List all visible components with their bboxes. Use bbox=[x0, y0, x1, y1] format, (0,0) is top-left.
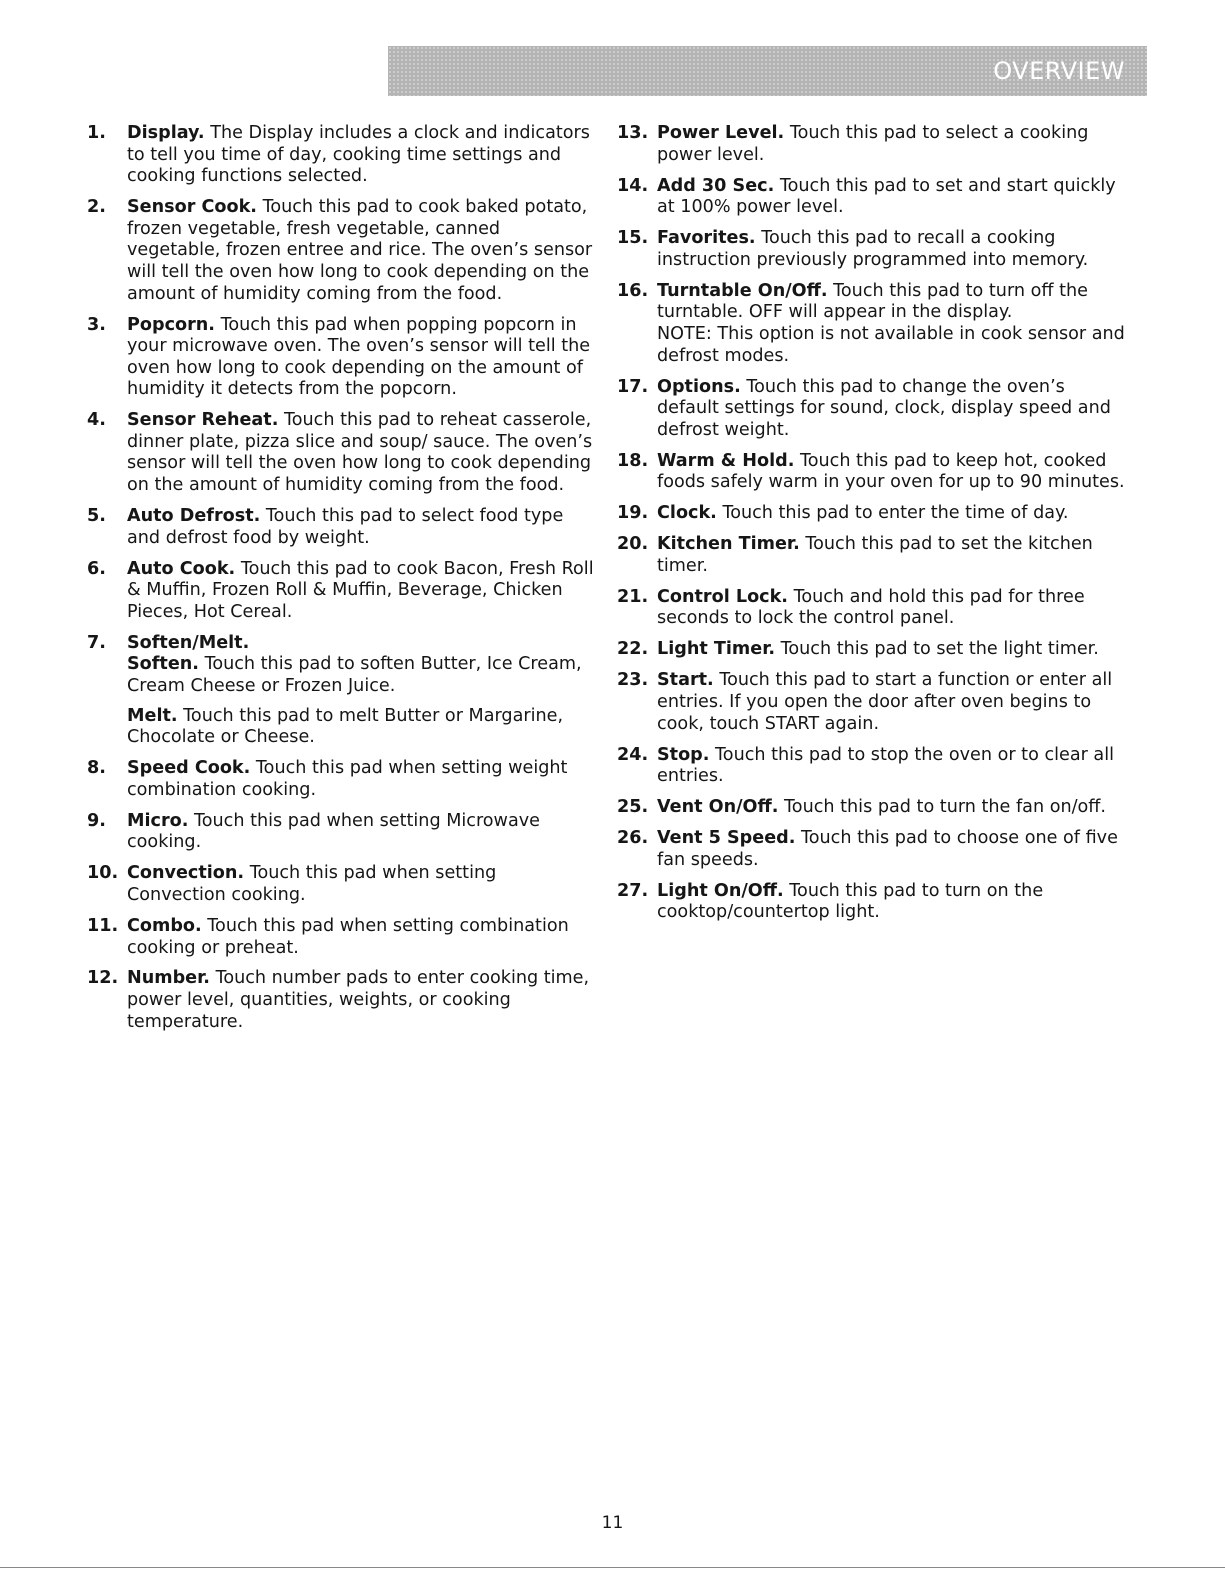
item-title: Options. bbox=[657, 376, 741, 397]
item-text: Touch this pad to set and start quickly at 100% power level. bbox=[657, 175, 1116, 218]
item-number: 13. bbox=[617, 123, 649, 143]
item-text: The Display includes a clock and indicators to tell you time of day, cooking time settings and cooking functions selected. bbox=[127, 123, 590, 187]
item-text: Touch this pad to set the light timer. bbox=[780, 639, 1099, 660]
item-text: Touch this pad to start a function or enter all entries. If you open the door after oven begins to cook, touch START again. bbox=[657, 670, 1113, 734]
list-item bbox=[617, 377, 1127, 442]
list-item bbox=[617, 176, 1127, 219]
item-title: Micro. bbox=[127, 810, 189, 831]
list-item bbox=[617, 797, 1127, 819]
list-item bbox=[87, 633, 595, 749]
item-title: Warm & Hold. bbox=[657, 450, 795, 471]
item-number: 22. bbox=[617, 639, 649, 660]
item-text: Touch this pad when popping popcorn in your microwave oven. The oven’s sensor will tell the oven how long to cook depending on the amount of humidity it detects from the popcorn. bbox=[127, 314, 591, 400]
item-text: Touch this pad when setting Microwave cooking. bbox=[127, 810, 540, 853]
item-title: Favorites. bbox=[657, 228, 756, 249]
list-item bbox=[617, 281, 1127, 367]
item-title: Speed Cook. bbox=[127, 758, 251, 779]
item-number: 4. bbox=[87, 410, 106, 431]
item-title: Start. bbox=[657, 670, 714, 691]
list-item bbox=[617, 639, 1127, 661]
item-number: 10. bbox=[87, 863, 119, 884]
item-number: 19. bbox=[617, 503, 649, 524]
list-item bbox=[617, 881, 1127, 924]
list-item bbox=[87, 506, 595, 549]
item-text: Touch this pad to cook baked potato, frozen vegetable, fresh vegetable, canned vegetable, frozen entree and rice. The oven’s sensor will tell the oven how long to cook depending on the amount of humidity coming from the food. bbox=[127, 197, 593, 304]
soften-subitem bbox=[127, 654, 595, 697]
melt-text: Touch this pad to melt Butter or Margarine, Chocolate or Cheese. bbox=[127, 705, 564, 748]
item-text: Touch this pad to select a cooking power level. bbox=[657, 123, 1089, 165]
list-item bbox=[87, 916, 595, 959]
list-item bbox=[617, 745, 1127, 788]
list-item bbox=[87, 559, 595, 624]
item-text: Touch this pad to reheat casserole, dinner plate, pizza slice and soup/ sauce. The oven’s sensor will tell the oven how long to cook depending on the amount of humidity coming from the food. bbox=[127, 410, 593, 496]
item-text: Touch this pad to keep hot, cooked foods safely warm in your oven for up to 90 minutes. bbox=[657, 450, 1125, 493]
list-item bbox=[617, 828, 1127, 871]
item-number: 2. bbox=[87, 197, 106, 218]
item-title: Turntable On/Off. bbox=[657, 280, 828, 301]
item-number: 8. bbox=[87, 758, 106, 779]
item-number: 6. bbox=[87, 558, 106, 579]
item-number: 17. bbox=[617, 376, 649, 397]
item-text: Touch number pads to enter cooking time, power level, quantities, weights, or cooking temperature. bbox=[127, 968, 590, 1032]
item-number: 26. bbox=[617, 828, 649, 849]
melt-subitem bbox=[127, 706, 595, 749]
item-number: 18. bbox=[617, 450, 649, 471]
list-item bbox=[87, 197, 595, 305]
item-title: Auto Defrost. bbox=[127, 506, 261, 527]
item-number: 11. bbox=[87, 915, 119, 936]
item-text: Touch this pad to recall a cooking instruction previously programmed into memory. bbox=[657, 228, 1089, 270]
item-text: Touch this pad to select food type and defrost food by weight. bbox=[127, 506, 564, 548]
item-title: Popcorn. bbox=[127, 314, 215, 335]
list-item bbox=[617, 123, 1127, 166]
item-title: Display. bbox=[127, 123, 205, 143]
item-text: Touch this pad to turn the fan on/off. bbox=[784, 797, 1107, 818]
item-number: 23. bbox=[617, 670, 649, 691]
item-number: 9. bbox=[87, 810, 106, 831]
melt-title: Melt. bbox=[127, 705, 178, 726]
item-text: Touch this pad to turn off the turntable. OFF will appear in the display. bbox=[657, 280, 1088, 323]
list-item bbox=[617, 451, 1127, 494]
item-text: Touch this pad to turn on the cooktop/countertop light. bbox=[657, 880, 1044, 923]
page-number: 11 bbox=[601, 1513, 624, 1533]
item-title: Control Lock. bbox=[657, 586, 788, 607]
item-number: 12. bbox=[87, 968, 119, 989]
item-title: Combo. bbox=[127, 915, 202, 936]
item-title: Stop. bbox=[657, 744, 710, 765]
soften-text: Touch this pad to soften Butter, Ice Cream, Cream Cheese or Frozen Juice. bbox=[127, 654, 582, 696]
item-text: Touch this pad when setting weight combination cooking. bbox=[127, 758, 568, 800]
item-title: Clock. bbox=[657, 503, 717, 524]
list-item bbox=[617, 503, 1127, 525]
item-number: 24. bbox=[617, 744, 649, 765]
list-item bbox=[87, 758, 595, 801]
item-title: Sensor Cook. bbox=[127, 197, 257, 218]
item-number: 3. bbox=[87, 314, 106, 335]
item-title: Kitchen Timer. bbox=[657, 534, 800, 555]
item-number: 16. bbox=[617, 280, 649, 301]
item-title: Vent On/Off. bbox=[657, 797, 779, 818]
item-text: Touch and hold this pad for three seconds to lock the control panel. bbox=[657, 586, 1085, 629]
item-number: 15. bbox=[617, 228, 649, 249]
item-note: NOTE: This option is not available in cook sensor and defrost modes. bbox=[657, 323, 1125, 366]
item-number: 7. bbox=[87, 632, 106, 653]
item-title: Add 30 Sec. bbox=[657, 175, 775, 196]
list-item bbox=[87, 811, 595, 854]
item-title: Convection. bbox=[127, 863, 245, 884]
item-title: Power Level. bbox=[657, 123, 785, 143]
item-title: Soften/Melt. bbox=[127, 632, 250, 653]
item-number: 14. bbox=[617, 175, 649, 196]
item-number: 27. bbox=[617, 880, 649, 901]
list-item bbox=[617, 534, 1127, 577]
item-title: Vent 5 Speed. bbox=[657, 828, 796, 849]
list-item bbox=[617, 228, 1127, 271]
list-item bbox=[87, 410, 595, 496]
item-number: 25. bbox=[617, 797, 649, 818]
soften-title: Soften. bbox=[127, 654, 199, 675]
item-text: Touch this pad when setting combination cooking or preheat. bbox=[127, 915, 569, 958]
list-item bbox=[87, 863, 595, 906]
item-text: Touch this pad to set the kitchen timer. bbox=[657, 534, 1093, 576]
item-title: Sensor Reheat. bbox=[127, 410, 279, 431]
item-text: Touch this pad to choose one of five fan speeds. bbox=[657, 828, 1118, 870]
item-title: Light On/Off. bbox=[657, 880, 784, 901]
item-text: Touch this pad to enter the time of day. bbox=[722, 503, 1069, 524]
item-number: 20. bbox=[617, 534, 649, 555]
section-header-band bbox=[388, 46, 1147, 96]
list-item bbox=[87, 123, 595, 188]
list-item bbox=[617, 670, 1127, 735]
list-item bbox=[87, 315, 595, 401]
item-title: Light Timer. bbox=[657, 639, 776, 660]
footer-rule bbox=[0, 1567, 1225, 1568]
list-item bbox=[617, 587, 1127, 630]
item-text: Touch this pad to change the oven’s default settings for sound, clock, display speed and defrost weight. bbox=[657, 376, 1111, 440]
right-column bbox=[617, 123, 1127, 933]
item-text: Touch this pad to cook Bacon, Fresh Roll & Muffin, Frozen Roll & Muffin, Beverage, Chicken Pieces, Hot Cereal. bbox=[127, 558, 594, 622]
list-item bbox=[87, 968, 595, 1033]
item-title: Number. bbox=[127, 968, 210, 989]
item-text: Touch this pad to stop the oven or to clear all entries. bbox=[657, 744, 1114, 787]
item-text: Touch this pad when setting Convection cooking. bbox=[127, 863, 497, 905]
item-number: 1. bbox=[87, 123, 106, 143]
section-title: OVERVIEW bbox=[993, 57, 1125, 85]
item-number: 5. bbox=[87, 506, 106, 527]
left-column bbox=[87, 123, 595, 1043]
item-title: Auto Cook. bbox=[127, 558, 236, 579]
item-number: 21. bbox=[617, 586, 649, 607]
